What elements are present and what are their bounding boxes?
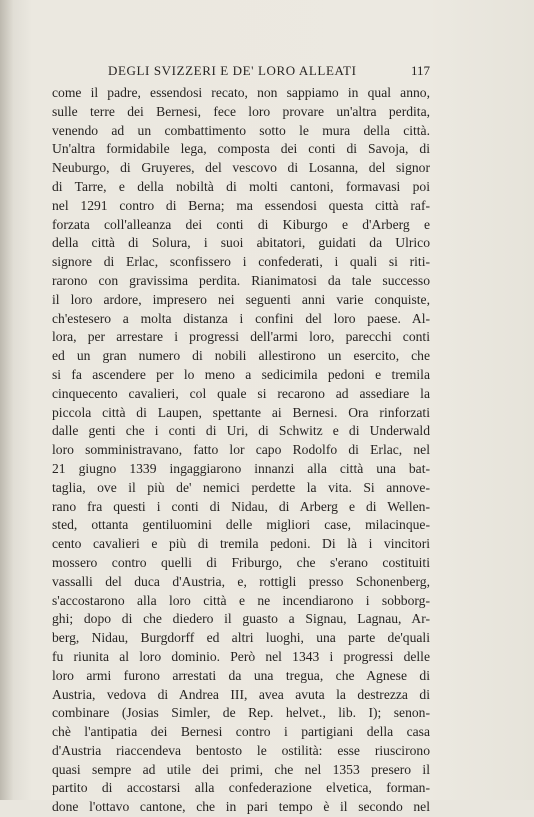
text-line: di Tarre, e della nobiltà di molti cantoni, formavasi poi <box>52 178 430 194</box>
running-head: DEGLI SVIZZERI E DE' LORO ALLEATI <box>108 63 357 78</box>
binding-gutter <box>0 0 14 800</box>
text-line: s'accostarono alla loro città e ne incendiarono i sobborg- <box>52 592 430 608</box>
text-line: cinquecento cavalieri, col quale si recarono ad assediare la <box>52 385 430 401</box>
text-line: cento cavalieri e più di tremila pedoni. Di là i vincitori <box>52 536 430 552</box>
text-line: rano fra questi i conti di Nidau, di Arberg e di Wellen- <box>52 498 430 514</box>
text-line: 21 giugno 1339 ingaggiarono innanzi alla città una bat- <box>52 460 430 476</box>
text-line: venendo ad un combattimento sotto le mura della città. <box>52 122 430 138</box>
text-line: lora, per arrestare i progressi dell'armi loro, parecchi conti <box>52 329 430 345</box>
text-line: Austria, vedova di Andrea III, avea avuta la destrezza di <box>52 686 430 702</box>
text-line: mossero contro quelli di Friburgo, che s'erano costituiti <box>52 554 430 570</box>
text-line: come il padre, essendosi recato, non sappiamo in qual anno, <box>52 85 430 100</box>
text-line: loro somministravano, fatto lor capo Rodolfo di Erlac, nel <box>52 442 430 458</box>
text-line: fu riunita al loro dominio. Però nel 1343 i progressi delle <box>52 648 430 664</box>
text-line: vassalli del duca d'Austria, e, rottigli presso Schonenberg, <box>52 573 430 589</box>
page-header <box>108 63 430 79</box>
text-line: nel 1291 contro di Berna; ma essendosi questa città raf- <box>52 197 430 213</box>
text-line: della città di Solura, i suoi abitatori, guidati da Ulrico <box>52 235 430 251</box>
text-line: done l'ottavo cantone, che in pari tempo è il secondo nel <box>52 799 430 815</box>
text-line: taglia, ove il più de' nemici perdette la vita. Si annove- <box>52 479 430 495</box>
text-line: Neuburgo, di Gruyeres, del vescovo di Losanna, del signor <box>52 160 430 176</box>
text-line: combinare (Josias Simler, de Rep. helvet., lib. I); senon- <box>52 705 430 721</box>
text-line: dalle genti che i conti di Uri, di Schwitz e di Underwald <box>52 423 430 439</box>
text-line: signore di Erlac, sconfissero i confederati, i quali si riti- <box>52 254 430 270</box>
text-line: chè l'antipatia dei Bernesi contro i partigiani della casa <box>52 724 430 740</box>
text-line: si fa ascendere per lo meno a sedicimila pedoni e tremila <box>52 366 430 382</box>
text-line: sulle terre dei Bernesi, fece loro provare un'altra perdita, <box>52 103 430 119</box>
page-number: 117 <box>410 63 430 78</box>
text-line: ed un gran numero di nobili allestirono un esercito, che <box>52 348 430 364</box>
text-line: ghi; dopo di che diedero il guasto a Signau, Lagnau, Ar- <box>52 611 430 627</box>
text-line: sted, ottanta gentiluomini delle migliori case, milacinque- <box>52 517 430 533</box>
text-line: il loro ardore, impresero nei seguenti anni varie conquiste, <box>52 291 430 307</box>
text-line: berg, Nidau, Burgdorff ed altri luoghi, una parte de'quali <box>52 630 430 646</box>
text-line: loro armi furono arrestati da una tregua, che Agnese di <box>52 667 430 683</box>
text-line: piccola città di Laupen, spettante ai Bernesi. Ora rinforzati <box>52 404 430 420</box>
text-line: Un'altra formidabile lega, composta dei conti di Savoja, di <box>52 141 430 157</box>
text-line: ch'estesero a molta distanza i confini del loro paese. Al- <box>52 310 430 326</box>
text-line: partito di accostarsi alla confederazione elvetica, forman- <box>52 780 430 796</box>
text-line: forzata coll'alleanza dei conti di Kiburgo e d'Arberg e <box>52 216 430 232</box>
text-line: rarono con gravissima perdita. Rianimatosi da tale successo <box>52 272 430 288</box>
body-text <box>52 84 430 817</box>
text-line: d'Austria riaccendeva bentosto le ostilità: esse riuscirono <box>52 742 430 758</box>
text-line: quasi sempre ad utile dei primi, che nel 1353 presero il <box>52 761 430 777</box>
